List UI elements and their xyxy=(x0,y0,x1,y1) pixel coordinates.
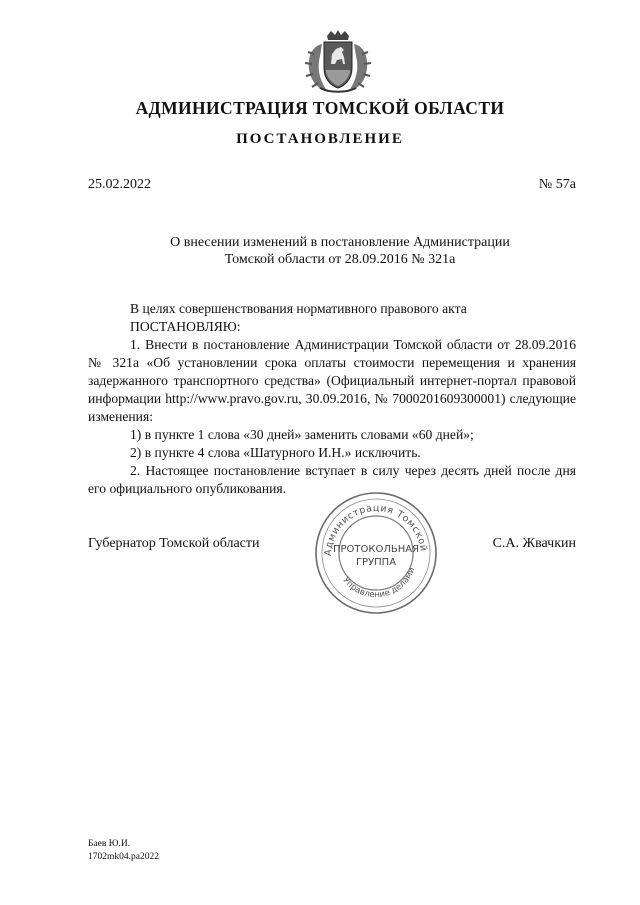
executor-footer xyxy=(88,838,159,864)
organization-title: АДМИНИСТРАЦИЯ ТОМСКОЙ ОБЛАСТИ xyxy=(135,98,505,118)
subclause-1: 1) в пункте 1 слова «30 дней» заменить словами «60 дней»; xyxy=(130,427,474,442)
executor-name: Баев Ю.И. xyxy=(88,839,131,849)
official-stamp xyxy=(311,488,441,618)
stamp-outer-text: Администрация Томской xyxy=(322,502,429,557)
stamp-center-line-2: ГРУППА xyxy=(355,557,397,568)
subclause-2: 2) в пункте 4 слова «Шатурного И.Н.» исключить. xyxy=(130,445,421,460)
document-date: 25.02.2022 xyxy=(88,177,151,192)
signatory-position: Губернатор Томской области xyxy=(88,536,260,551)
document-type: ПОСТАНОВЛЕНИЕ xyxy=(236,131,404,147)
svg-text:Управление делами xyxy=(341,566,418,600)
clause-2: 2. Настоящее постановление вступает в силу через десять дней после дня его официального опубликования. xyxy=(88,463,576,496)
subject-line-2: Томской области от 28.09.2016 № 321а xyxy=(224,252,456,267)
stamp-center-line-1: ПРОТОКОЛЬНАЯ xyxy=(332,544,420,555)
clause-1: 1. Внести в постановление Администрации Томской области от 28.09.2016 № 321а «Об установлении срока оплаты стоимости перемещения и хранения задержанного транспортного средства» (Официальный интернет-портал правовой информации http://www.pravo.gov.ru, 30.09.2016, № 7000201609300001) следующие изменения: xyxy=(88,337,576,424)
preamble: В целях совершенствования нормативного правового акта xyxy=(130,301,467,316)
document-body xyxy=(88,300,576,498)
subject-line-1: О внесении изменений в постановление Администрации xyxy=(170,235,510,250)
document-number: № 57а xyxy=(538,177,576,192)
stamp-bottom-text: Управление делами xyxy=(340,566,418,601)
signatory-name: С.А. Жвачкин xyxy=(492,536,576,551)
document-subject xyxy=(150,234,530,268)
resolve-word: ПОСТАНОВЛЯЮ: xyxy=(130,319,241,334)
coat-of-arms-icon xyxy=(300,30,376,94)
file-code: 1702mk04.pa2022 xyxy=(88,852,159,862)
